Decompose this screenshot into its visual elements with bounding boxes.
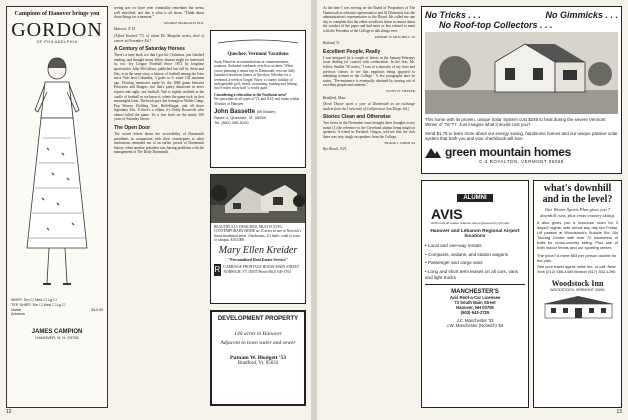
house-photo [211, 175, 305, 223]
dealer-owner2: J.W. Manchester (Norwich) '64 [446, 323, 504, 329]
editor-note-thayer: [Scott Thayer spent a year at Dartmouth as an exchange student from the University of California at San Diego. Ed.] [323, 102, 415, 111]
letter-signer-tobin: FRANK J. TOBIN '24 [384, 140, 415, 145]
quechee-subbody: We specialize in all types of VL and N.H. real estate within 30 miles of Hanover. [214, 97, 300, 106]
letter-signer: GEORGE MARGOLIS M.D. [163, 20, 204, 25]
editor-note: [Alfred Korford '73, of whom Dr. Margolis writes, died of cancer in November. Ed.] [114, 33, 204, 43]
avis-feature-4-text: Long and short term leases on all cars, vans and light trucks [425, 268, 519, 280]
quechee-ornament [214, 39, 302, 47]
woodstock-headline: what's downhill and in the level? [542, 183, 613, 205]
woodstock-inn-illustration [537, 294, 620, 320]
quechee-agent: John Bassette [214, 109, 256, 116]
campion-store-name: JAMES CAMPION [31, 329, 83, 336]
alumni-badge: ALUMNI [457, 194, 492, 202]
name-field[interactable]: Name [11, 307, 22, 312]
left-page [0, 0, 311, 420]
model-skirt [27, 118, 87, 248]
model-illustration [7, 48, 107, 298]
letter-intro-right: At the time I was serving on the Board of Proprietors of The Dartmouth as editorial representative and Al Dickerson was the administration's representative to the Board. He called me one day to complain that the editor would not listen to reason about the conduct of the paper and had more or less refused to meet with the President of the College to talk things over. [323, 6, 415, 33]
dealer-owner1: J.C. Manchester '33 [456, 318, 494, 324]
gm-headline-right: No Gimmicks . . . [545, 10, 618, 20]
woodstock-cta: See your travel agent, write Inn, or call: New York (212) 586-4459 Boston (617) 542-1290 [537, 264, 616, 275]
heading-excellent-people: Excellent People, Really [323, 48, 381, 55]
skirt-size-field[interactable]: SKIRT: Sm ☐ Med ☐ Lg ☐ [11, 298, 57, 302]
model-legs [47, 248, 67, 283]
woodstock-sub: Our Winter Sports Plan gives you 7 downhill runs, plus cross-country skiing. [540, 207, 615, 218]
dealer-sub: Avis Rent-a-Car Licensee [449, 295, 501, 301]
woodstock-body: It also gives you a luxurious room for 3 days/2 nights, with arrival any day but Friday. Lift passes at Woodstock's Suicide Six. Ski Touring Center with over 72 kilometers of trails for cross-country skiing. Plus use of both indoor tennis and our sporting center. [537, 220, 618, 250]
woodstock-price: The price? A mere $53 per person double for the plan. [537, 252, 617, 263]
avis-locations-title: Hanover and Lebanon Regional Airport locations [430, 228, 520, 240]
letter-body-saturday-horses: There's a time book too that I got for Christmas, just finished reading, and thought many fellow alumni might be interested in, too. Ivy League Football Since 1872 by longtime sportswriter John McCallum, published last fall by Stein and Day, is in the same story, a history of football among the Ivies since Yale beat Columbia, 3 goals to 0, some 105 autumns ago. Flowing memories made by the 1869 game between Princeton and Rutgers, but that's pretty dismissed in news reports and rugby, not football. Yale is rightly credited as the cradle of football as we know it, where the game took its first meaningful form. The book pays due homage to Walter Camp, Pop Warner, Fielding Yost, Heffelfinger, and all those legendary Elis. If there's a villain, it's Teddy Roosevelt who almost killed the game. It's a fine book on the nearly 100 years of Saturday heroes. [114, 53, 204, 122]
letter-body-open-door: The recent letters about the accessibility of Dartmouth presidents in comparison with their counterparts at other institutions reminded me of an earlier period of Dartmouth history when another president was having problems with the management of The Daily Dartmouth. [114, 132, 204, 155]
gordon-logo-sub: OF PHILADELPHIA [36, 40, 78, 44]
kreider-listing: BEAUTIFULLY DESIGNED, MULTI-LEVEL CONTEMPORARY HOME on 11 acres in one of Norwich's finest residential areas. 4 bedrooms, 2½ baths, walk to town or campus. $103,000. [214, 225, 302, 243]
campion-store-address: HANOVER, N. H. 03755 [35, 335, 79, 341]
quechee-agent-note: (55 Broker) [256, 110, 276, 115]
model-shirt [41, 82, 73, 118]
quechee-title: Quechee, Vermont Vacations [227, 52, 289, 57]
woodstock-brand: Woodstock Inn [551, 279, 604, 289]
dealer-phone: (603) 643-2725 [460, 310, 490, 316]
avis-logo-sub: AVIS rents all makes. features cars engineered by Chrysler. [431, 221, 511, 225]
tee-size-field[interactable]: TEE SHIRT: Sm ☐ Med ☐ Lg ☐ [11, 302, 66, 307]
kreider-ad [210, 174, 306, 304]
avis-feature-1-text: Local and one-way rentals [427, 243, 482, 249]
letter-signer-thayer: SCOTT N. THAYER [385, 88, 415, 93]
heading-open-door: The Open Door [114, 125, 151, 132]
order-total: $14.00 [91, 307, 103, 312]
gm-logo-icon [425, 146, 441, 158]
campion-ad [6, 6, 108, 408]
right-page [317, 0, 628, 420]
heading-saturday-horses: A Century of Saturday Horses [114, 46, 185, 53]
gm-offer: Send $1.75 to learn more about our energy saving, handsome homes and our unique passive solar system that both you and your checkbook will love. [425, 130, 618, 142]
letters-column-left [114, 6, 204, 406]
page-number-right: 13 [616, 409, 622, 415]
green-mountain-ad [421, 6, 622, 174]
avis-feature-1: • Local and one-way rentals [425, 243, 482, 249]
address-field[interactable]: Address [11, 312, 25, 317]
dev-agent: Putnam W. Blodgett '53 [230, 355, 286, 361]
quechee-address: Route 4, Quechee, Vt. 05059 [214, 115, 266, 121]
quechee-ad [210, 30, 306, 168]
letter-body-excellent-people: I was intrigued by a couple of letters in the January-February issue dealing (of course) with coeducation. In the first, Mr. Jeffrey Smillie '58 writes, "I was of a minority of my class and previous classes to see this emphasis being opposed to admitting women to the College." A few paragraphs later he states, "Pre-eminence is eventually obtained by turning out of excellent people and students." [323, 55, 415, 88]
development-ad [210, 310, 306, 406]
letter-place-rutland: Rutland, Vt. [323, 41, 341, 46]
kreider-tagline: "Personalized Real Estate Service" [227, 256, 289, 262]
avis-feature-2: • Compacts, sedans, and station wagons [425, 251, 509, 257]
letters-column-right [323, 6, 415, 408]
letter-place-rye: Rye Beach, N.H. [323, 147, 347, 152]
avis-feature-3: • Passenger and cargo vans [425, 260, 483, 266]
kreider-name: Mary Ellen Kreider [218, 244, 298, 256]
letter-place: Hanover, N. H. [114, 27, 136, 32]
woodstock-brand-sub: WOODSTOCK, VERMONT 05091 [550, 288, 605, 293]
realtor-logo-icon: R [214, 264, 221, 274]
gm-body: This home with its proven, unique Solar System cost $249 to heat during the severe Vermont Winter of '76-'77. Just imagine what it would cost you? [425, 117, 606, 128]
gm-brand-sub: C-3 ROYALTON, VERMONT 05068 [479, 158, 564, 164]
dealer-title: MANCHESTER'S [451, 289, 499, 296]
letter-signer-mitchell: ROBERT W. MITCHELL '32 [374, 34, 415, 39]
campion-ad-title: Campions of Hanover brings you [14, 11, 100, 17]
alumni-avis-ad [421, 180, 529, 408]
dev-line1: 140 acres in Hanover [234, 331, 282, 337]
letter-place-bradford: Bradford, Mass. [323, 95, 347, 100]
avis-feature-4: • Long and short term leases on all cars, vans and light trucks [425, 268, 519, 280]
letter-body-stories: Two items in the November issue brought these thoughts to my mind: (1) the reference to the Cleveland alumni being tough on speakers. A friend in Portland, Oregon, told me that the club there was very tough on speakers from the College. [323, 121, 415, 140]
gm-headline-2: No Roof-top Collectors . . . [439, 20, 553, 30]
avis-logo: AVIS [431, 206, 463, 222]
quechee-phone: Tel. (802) 295-5100 [214, 120, 249, 126]
gm-brand: green mountain homes [445, 144, 572, 159]
kreider-office: CARRIAGE FRONTAGE HOUSE MAIN STREET NORWICH, VT. 05055 Phone (802) 649-1704 [223, 265, 300, 274]
dealer-addr2: Hanover, NH 03755 [456, 305, 494, 311]
dev-line2: Adjacent to town water and sewer [220, 340, 296, 346]
avis-feature-3-text: Passenger and cargo vans [427, 260, 483, 266]
dev-title: DEVELOPMENT PROPERTY [217, 316, 299, 322]
dev-place: Bradford, Vt. 05033 [237, 361, 279, 366]
heading-stories: Stories Clean and Otherwise [323, 114, 391, 121]
dealer-addr1: 73 South Main Street [454, 300, 496, 306]
gordon-logo: GORDON [11, 19, 103, 41]
solar-house-photo [425, 32, 618, 114]
model-hair [48, 58, 66, 68]
page-number-left: 12 [6, 409, 12, 415]
avis-feature-2-text: Compacts, sedans, and station wagons [427, 251, 509, 257]
woodstock-ad [533, 180, 622, 408]
gm-headline-left: No Tricks . . . [425, 10, 481, 20]
quechee-body: Soon, Hanover accommodations at commencement, reunions. Secluded weekends overflow at times. When you're planning a return trip to Dartmouth, rent our fully furnished luxurious homes at Quechee. Whether for a weekend, a week or longer. Enjoy a country holiday of unforgettable golf, tennis, swimming, boating and fishing. Just 9 miles away half "a world apart." [214, 60, 298, 91]
quechee-subheading: Considering a relocation to the Northeast area? [214, 92, 287, 97]
letter-intro: seeing acts we have seen criminality remember but seems well mortified, and this is what is all about. "Think about those things for a moment." [114, 6, 204, 20]
